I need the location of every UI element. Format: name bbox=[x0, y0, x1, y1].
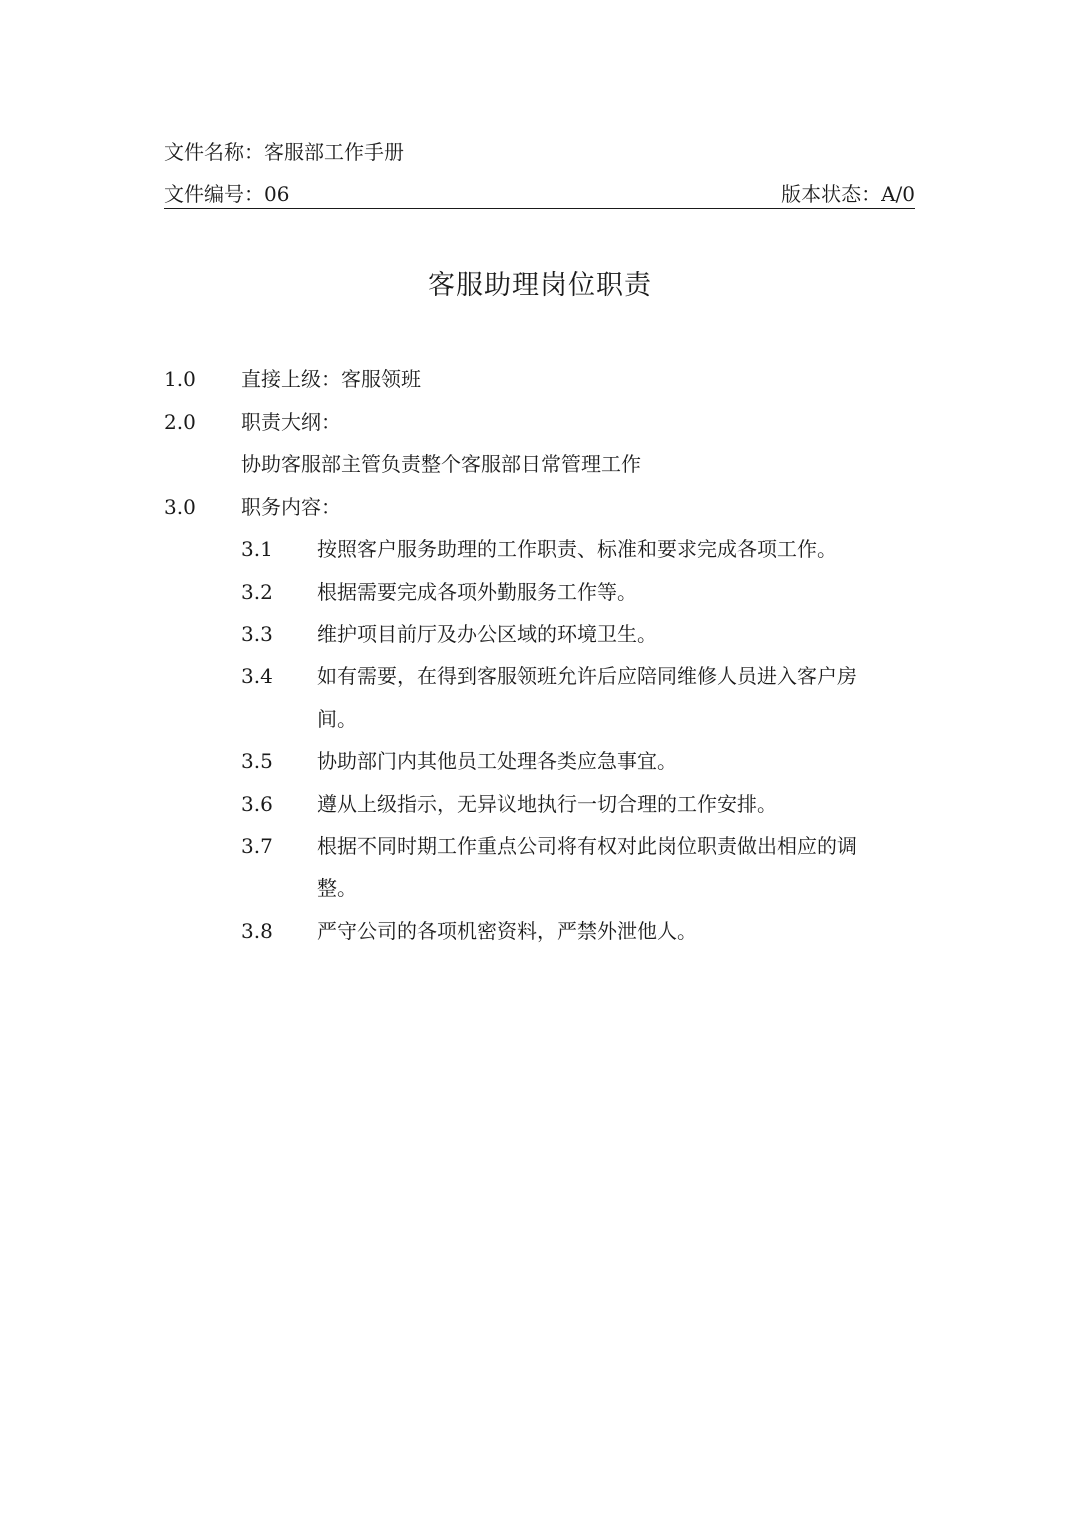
section-text: 直接上级：客服领班 bbox=[241, 367, 421, 391]
duty-line: 维护项目前厅及办公区域的环境卫生。 bbox=[317, 622, 657, 646]
page-title: 客服助理岗位职责 bbox=[428, 270, 652, 301]
file-name-line bbox=[164, 138, 404, 166]
section-detail: 协助客服部主管负责整个客服部日常管理工作 bbox=[241, 452, 641, 476]
file-name-label: 文件名称： bbox=[164, 140, 264, 164]
duty-line: 遵从上级指示，无异议地执行一切合理的工作安排。 bbox=[317, 792, 777, 816]
duty-number: 3.2 bbox=[241, 580, 273, 604]
duty-number: 3.8 bbox=[241, 919, 273, 943]
duty-line: 根据不同时期工作重点公司将有权对此岗位职责做出相应的调 bbox=[317, 834, 857, 858]
file-number bbox=[164, 180, 289, 208]
duty-text-continued bbox=[317, 874, 917, 902]
duty-line: 协助部门内其他员工处理各类应急事宜。 bbox=[317, 749, 677, 773]
duty-line: 按照客户服务助理的工作职责、标准和要求完成各项工作。 bbox=[317, 537, 837, 561]
duty-line: 严守公司的各项机密资料，严禁外泄他人。 bbox=[317, 919, 697, 943]
duty-line: 如有需要，在得到客服领班允许后应陪同维修人员进入客户房 bbox=[317, 664, 857, 688]
duty-number: 3.5 bbox=[241, 749, 273, 773]
section-number: 3.0 bbox=[164, 495, 196, 519]
version-status bbox=[781, 180, 915, 208]
version-value: A/0 bbox=[881, 182, 915, 206]
duty-text bbox=[317, 917, 917, 945]
duty-line: 间。 bbox=[317, 707, 357, 731]
section-text: 职责大纲： bbox=[241, 410, 341, 434]
version-label: 版本状态： bbox=[781, 182, 882, 206]
duty-number: 3.3 bbox=[241, 622, 273, 646]
file-number-label: 文件编号： bbox=[164, 182, 264, 206]
file-name-value: 客服部工作手册 bbox=[264, 140, 404, 164]
duty-number: 3.7 bbox=[241, 834, 273, 858]
duty-text bbox=[317, 535, 917, 563]
file-meta-row bbox=[164, 180, 915, 209]
section-number: 2.0 bbox=[164, 410, 196, 434]
duty-line: 整。 bbox=[317, 876, 357, 900]
duty-text bbox=[317, 747, 917, 775]
duty-text-continued bbox=[317, 705, 917, 733]
duty-number: 3.6 bbox=[241, 792, 273, 816]
duty-text bbox=[317, 790, 917, 818]
file-number-value: 06 bbox=[264, 182, 290, 206]
duty-text bbox=[317, 620, 917, 648]
section-number: 1.0 bbox=[164, 367, 196, 391]
duty-text bbox=[317, 662, 917, 690]
duty-line: 根据需要完成各项外勤服务工作等。 bbox=[317, 580, 637, 604]
duty-text bbox=[317, 832, 917, 860]
duty-text bbox=[317, 578, 917, 606]
duty-number: 3.4 bbox=[241, 664, 273, 688]
duty-number: 3.1 bbox=[241, 537, 273, 561]
section-text: 职务内容： bbox=[241, 495, 341, 519]
